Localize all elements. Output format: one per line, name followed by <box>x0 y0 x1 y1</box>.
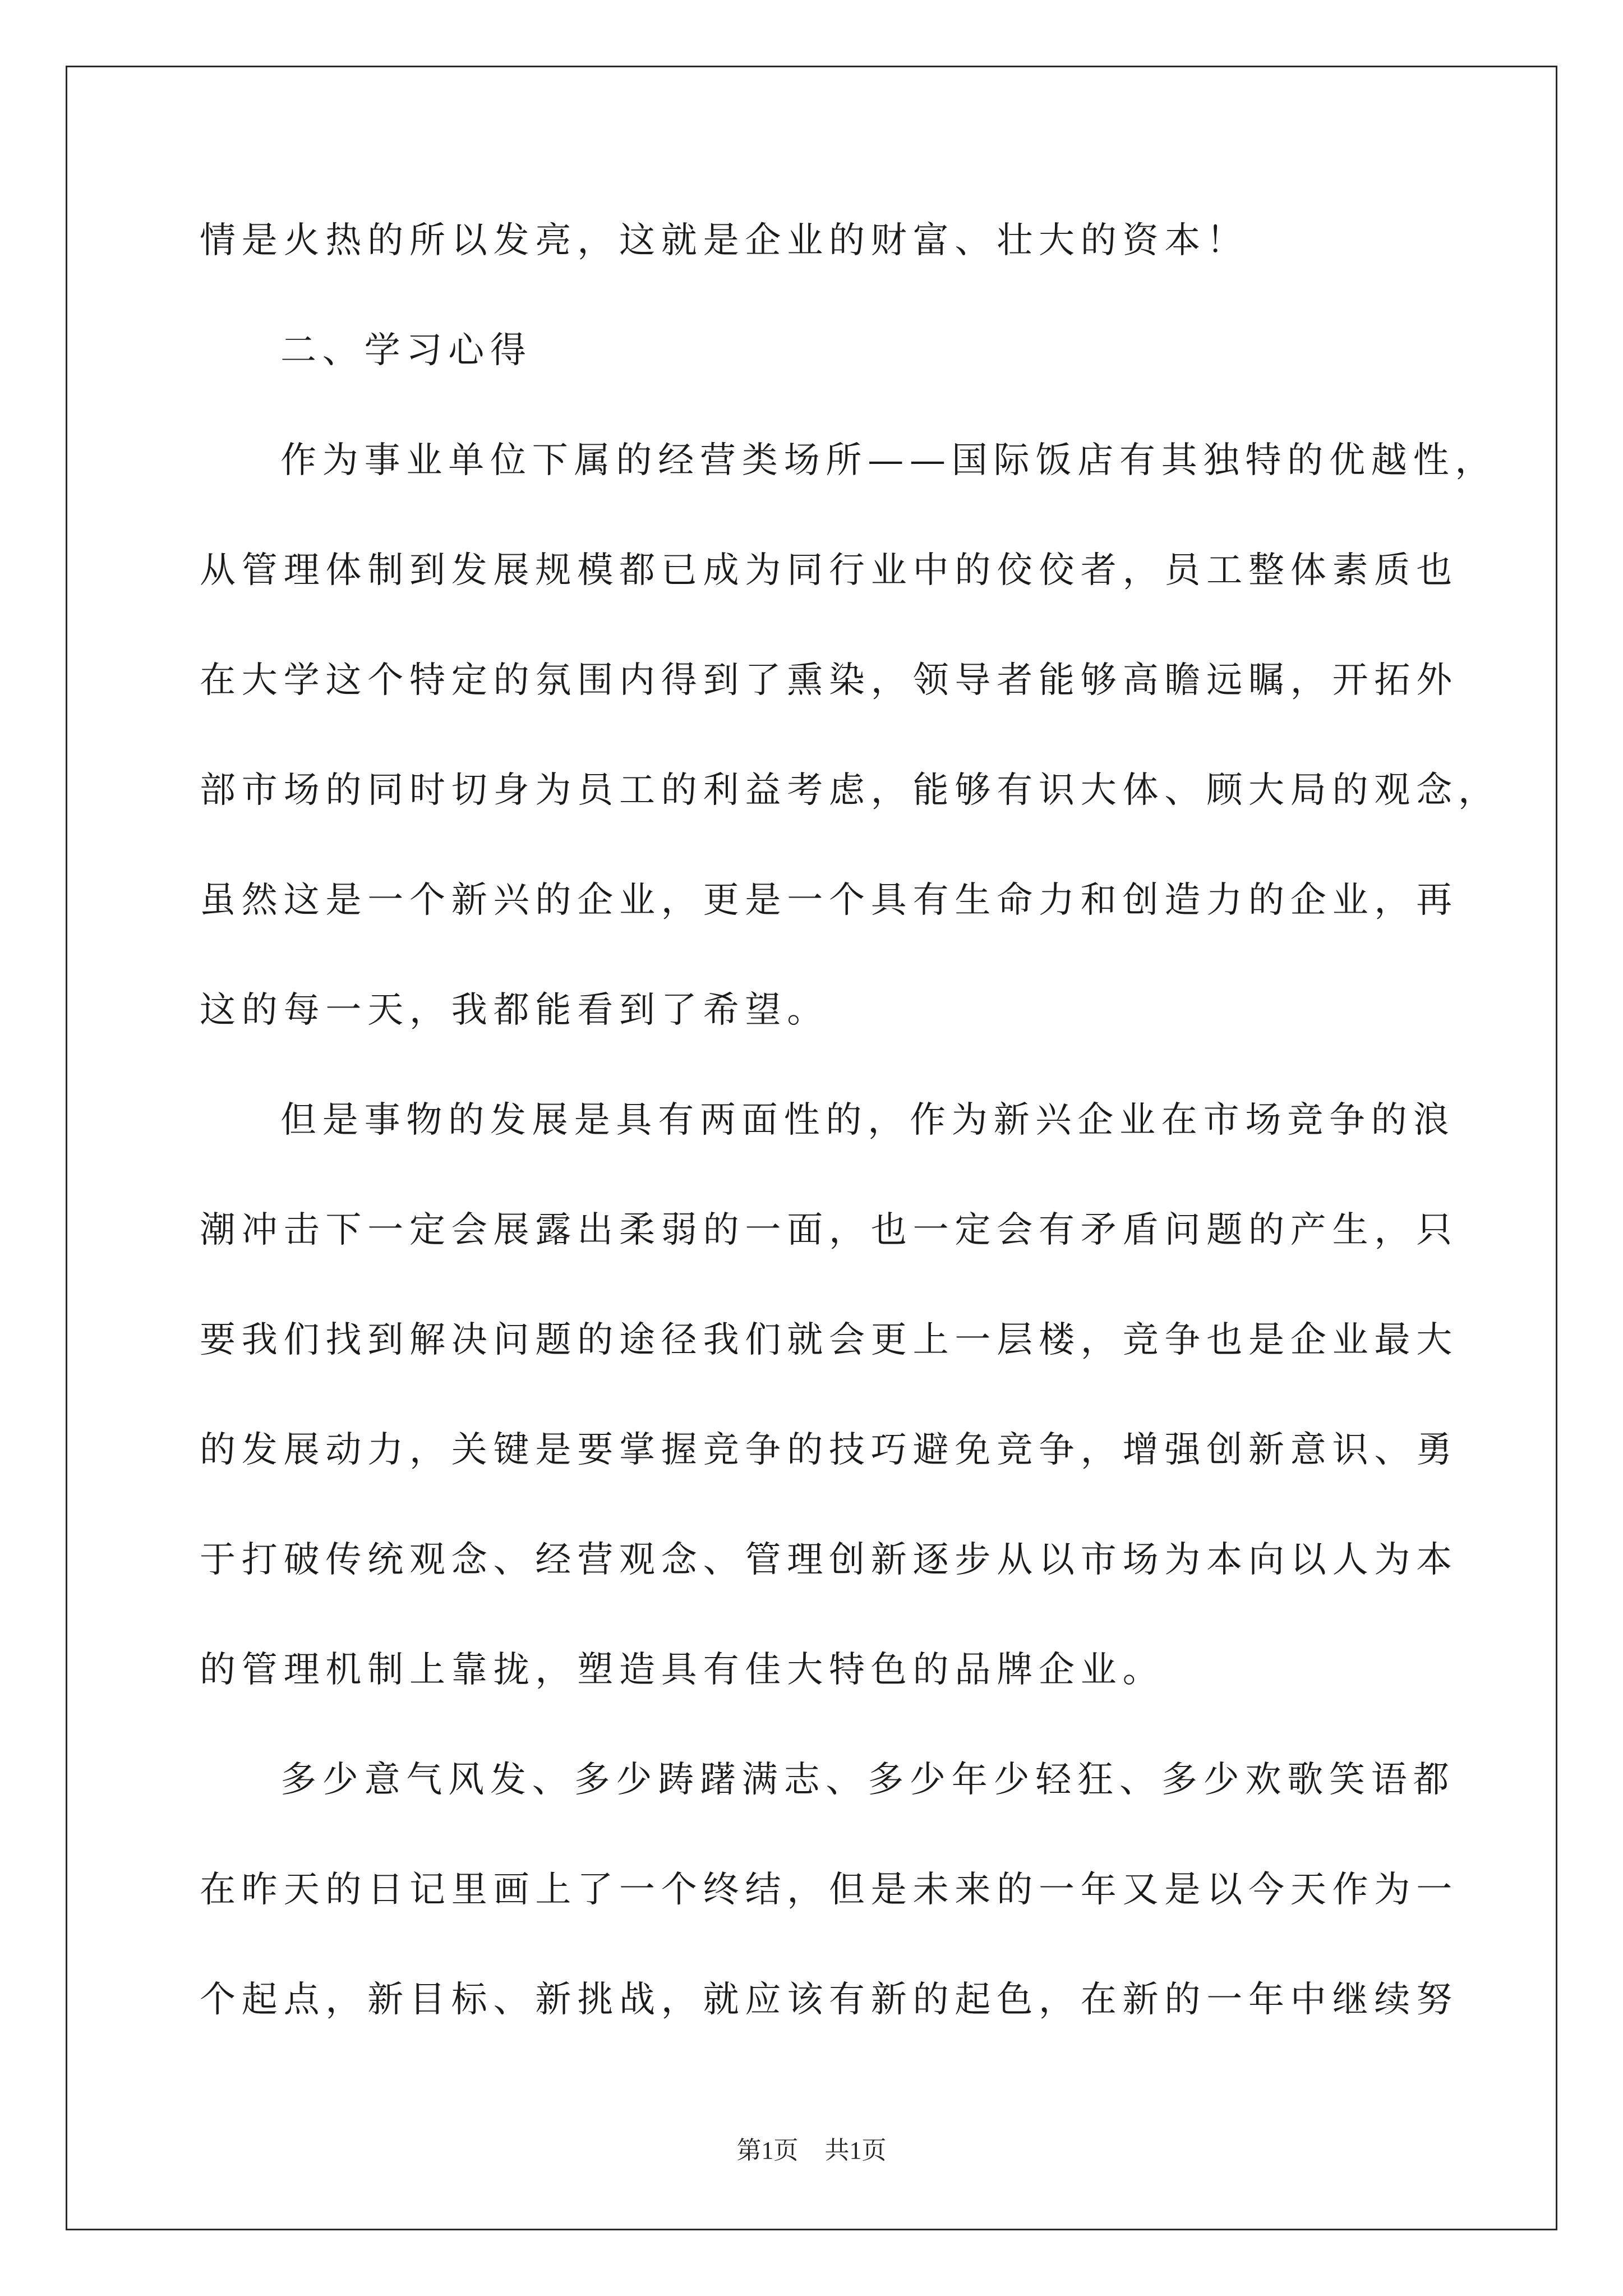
text-line: 在昨天的日记里画上了一个终结，但是未来的一年又是以今天作为一 <box>200 1869 1458 1911</box>
text-line: 作为事业单位下属的经营类场所——国际饭店有其独特的优越性， <box>280 440 1497 481</box>
page-total: 共1页 <box>824 2137 887 2164</box>
text-line: 在大学这个特定的氛围内得到了熏染，领导者能够高瞻远瞩，开拓外 <box>200 660 1458 701</box>
text-line: 的发展动力，关键是要掌握竞争的技巧避免竞争，增强创新意识、勇 <box>200 1429 1458 1471</box>
page-footer <box>0 2137 1623 2164</box>
text-line: 但是事物的发展是具有两面性的，作为新兴企业在市场竞争的浪 <box>280 1099 1455 1141</box>
text-line: 的管理机制上靠拢，塑造具有佳大特色的品牌企业。 <box>200 1649 1165 1691</box>
text-line: 要我们找到解决问题的途径我们就会更上一层楼，竞争也是企业最大 <box>200 1319 1458 1361</box>
page-number: 第1页 <box>736 2137 799 2164</box>
text-line: 从管理体制到发展规模都已成为同行业中的佼佼者，员工整体素质也 <box>200 550 1458 591</box>
text-line: 这的每一天，我都能看到了希望。 <box>200 990 829 1031</box>
section-heading: 二、学习心得 <box>280 330 532 371</box>
text-line: 部市场的同时切身为员工的利益考虑，能够有识大体、顾大局的观念， <box>200 770 1500 811</box>
text-line: 于打破传统观念、经营观念、管理创新逐步从以市场为本向以人为本 <box>200 1539 1458 1581</box>
text-line: 虽然这是一个新兴的企业，更是一个具有生命力和创造力的企业，再 <box>200 880 1458 921</box>
text-line: 情是火热的所以发亮，这就是企业的财富、壮大的资本！ <box>200 220 1248 261</box>
text-line: 潮冲击下一定会展露出柔弱的一面，也一定会有矛盾问题的产生，只 <box>200 1209 1458 1251</box>
text-line: 多少意气风发、多少踌躇满志、多少年少轻狂、多少欢歌笑语都 <box>280 1759 1455 1801</box>
text-line: 个起点，新目标、新挑战，就应该有新的起色，在新的一年中继续努 <box>200 1979 1458 2021</box>
